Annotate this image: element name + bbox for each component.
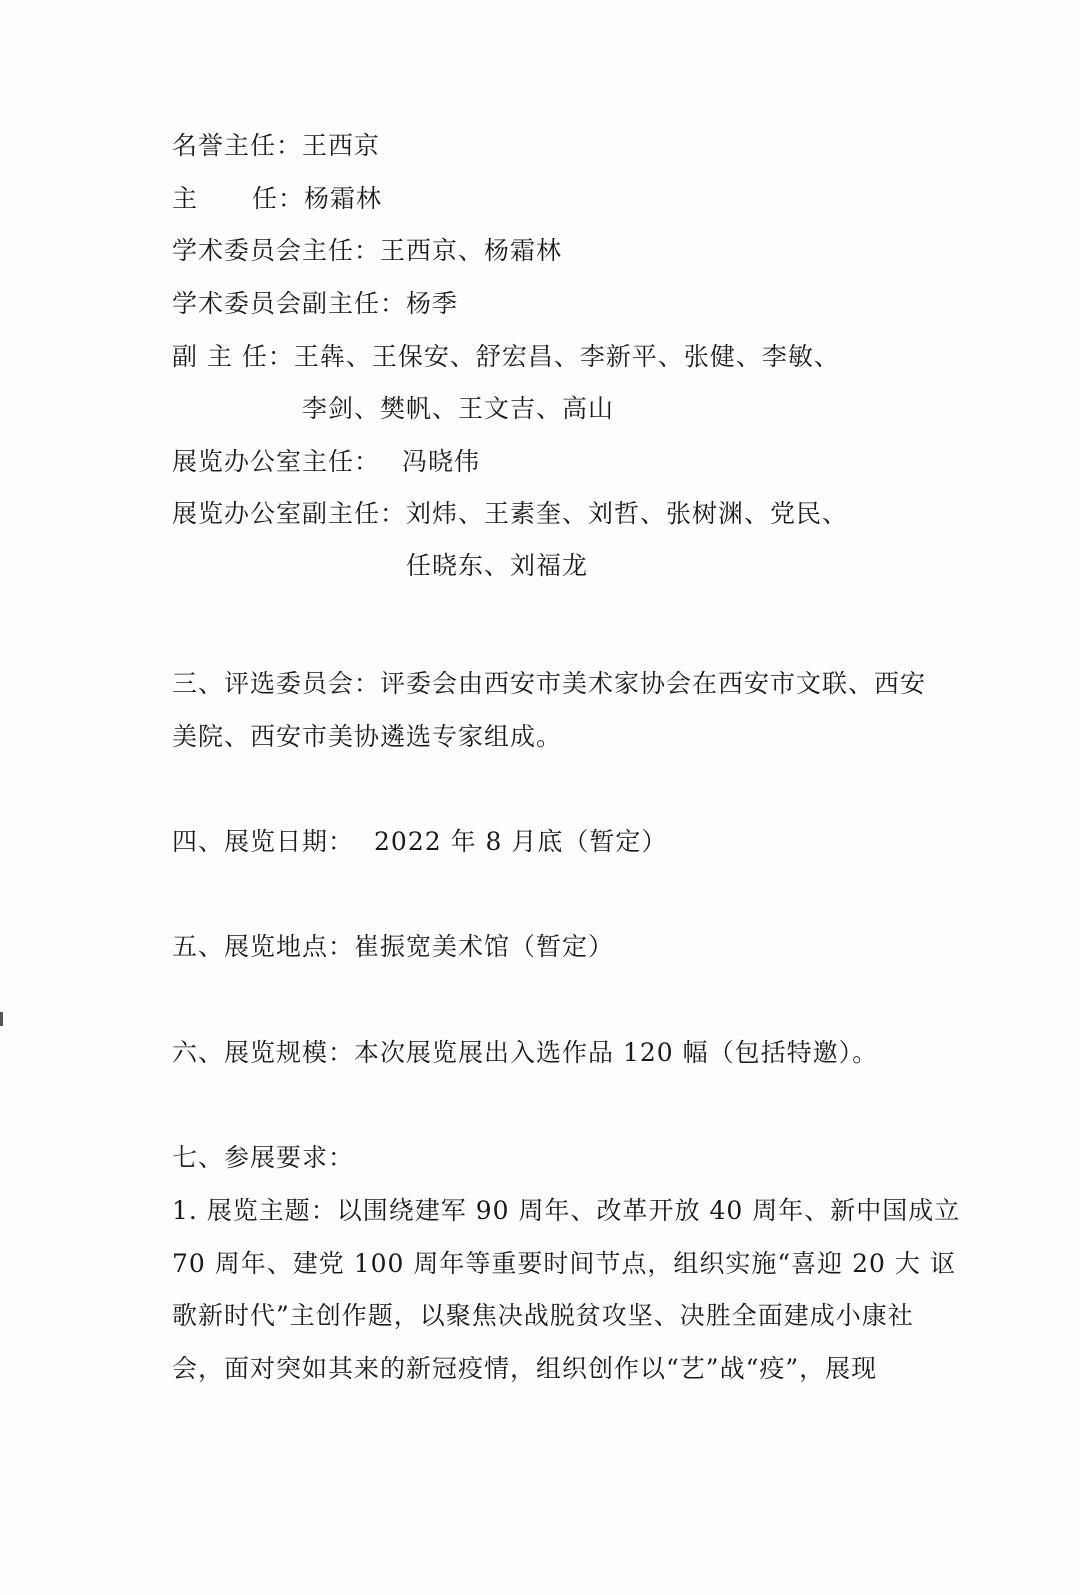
office-deputy-label: 展览办公室副主任： — [172, 499, 407, 528]
exhibition-venue-line: 五、展览地点：崔振宽美术馆（暂定） — [172, 932, 615, 961]
office-deputy-names-1: 刘炜、王素奎、刘哲、张树渊、党民、 — [406, 499, 849, 528]
honorary-director-label: 名誉主任： — [172, 131, 303, 160]
deputy-directors-label: 副 主 任： — [172, 342, 294, 371]
exhibition-scale-line: 六、展览规模：本次展览展出入选作品 120 幅（包括特邀）。 — [172, 1038, 879, 1067]
office-director-line — [172, 447, 480, 477]
deputy-directors-names-1: 王犇、王保安、舒宏昌、李新平、张健、李敏、 — [293, 342, 840, 371]
office-director-value: 冯晓伟 — [402, 447, 481, 476]
academic-deputy-line — [172, 289, 458, 319]
director-value: 杨霜林 — [304, 184, 383, 213]
requirements-heading: 七、参展要求： — [172, 1143, 355, 1172]
judging-line-2: 美院、西安市美协遴选专家组成。 — [172, 722, 563, 751]
judging-line-1: 三、评选委员会：评委会由西安市美术家协会在西安市文联、西安 — [172, 669, 927, 698]
honorary-director-line — [172, 131, 380, 161]
deputy-directors-line-2 — [302, 394, 614, 424]
director-label-second: 任： — [252, 184, 305, 213]
office-deputy-line-2 — [406, 551, 588, 581]
academic-director-value: 王西京、杨霜林 — [380, 236, 563, 265]
theme-line-3: 歌新时代”主创作题，以聚焦决战脱贫攻坚、决胜全面建成小康社 — [172, 1301, 914, 1330]
exhibition-date-label: 四、展览日期： — [172, 827, 355, 856]
office-deputy-line-1 — [172, 499, 848, 529]
scan-edge-mark — [0, 1012, 3, 1026]
director-line — [172, 184, 382, 214]
honorary-director-value: 王西京 — [302, 131, 381, 160]
theme-line-2: 70 周年、建党 100 周年等重要时间节点，组织实施“喜迎 20 大 讴 — [172, 1249, 956, 1278]
deputy-directors-line-1 — [172, 342, 840, 372]
academic-deputy-label: 学术委员会副主任： — [172, 289, 407, 318]
academic-director-line — [172, 236, 562, 266]
office-director-label: 展览办公室主任： — [172, 447, 381, 476]
exhibition-date-line — [172, 827, 667, 857]
academic-deputy-value: 杨季 — [406, 289, 459, 318]
theme-line-4: 会，面对突如其来的新冠疫情，组织创作以“艺”战“疫”，展现 — [172, 1354, 878, 1383]
academic-director-label: 学术委员会主任： — [172, 236, 381, 265]
theme-line-1: 1. 展览主题：以围绕建军 90 周年、改革开放 40 周年、新中国成立 — [172, 1196, 961, 1225]
director-label-first: 主 — [172, 184, 199, 213]
deputy-directors-names-2: 李剑、樊帆、王文吉、高山 — [302, 394, 615, 423]
office-deputy-names-2: 任晓东、刘福龙 — [406, 551, 589, 580]
exhibition-date-value: 2022 年 8 月底（暂定） — [374, 827, 668, 856]
